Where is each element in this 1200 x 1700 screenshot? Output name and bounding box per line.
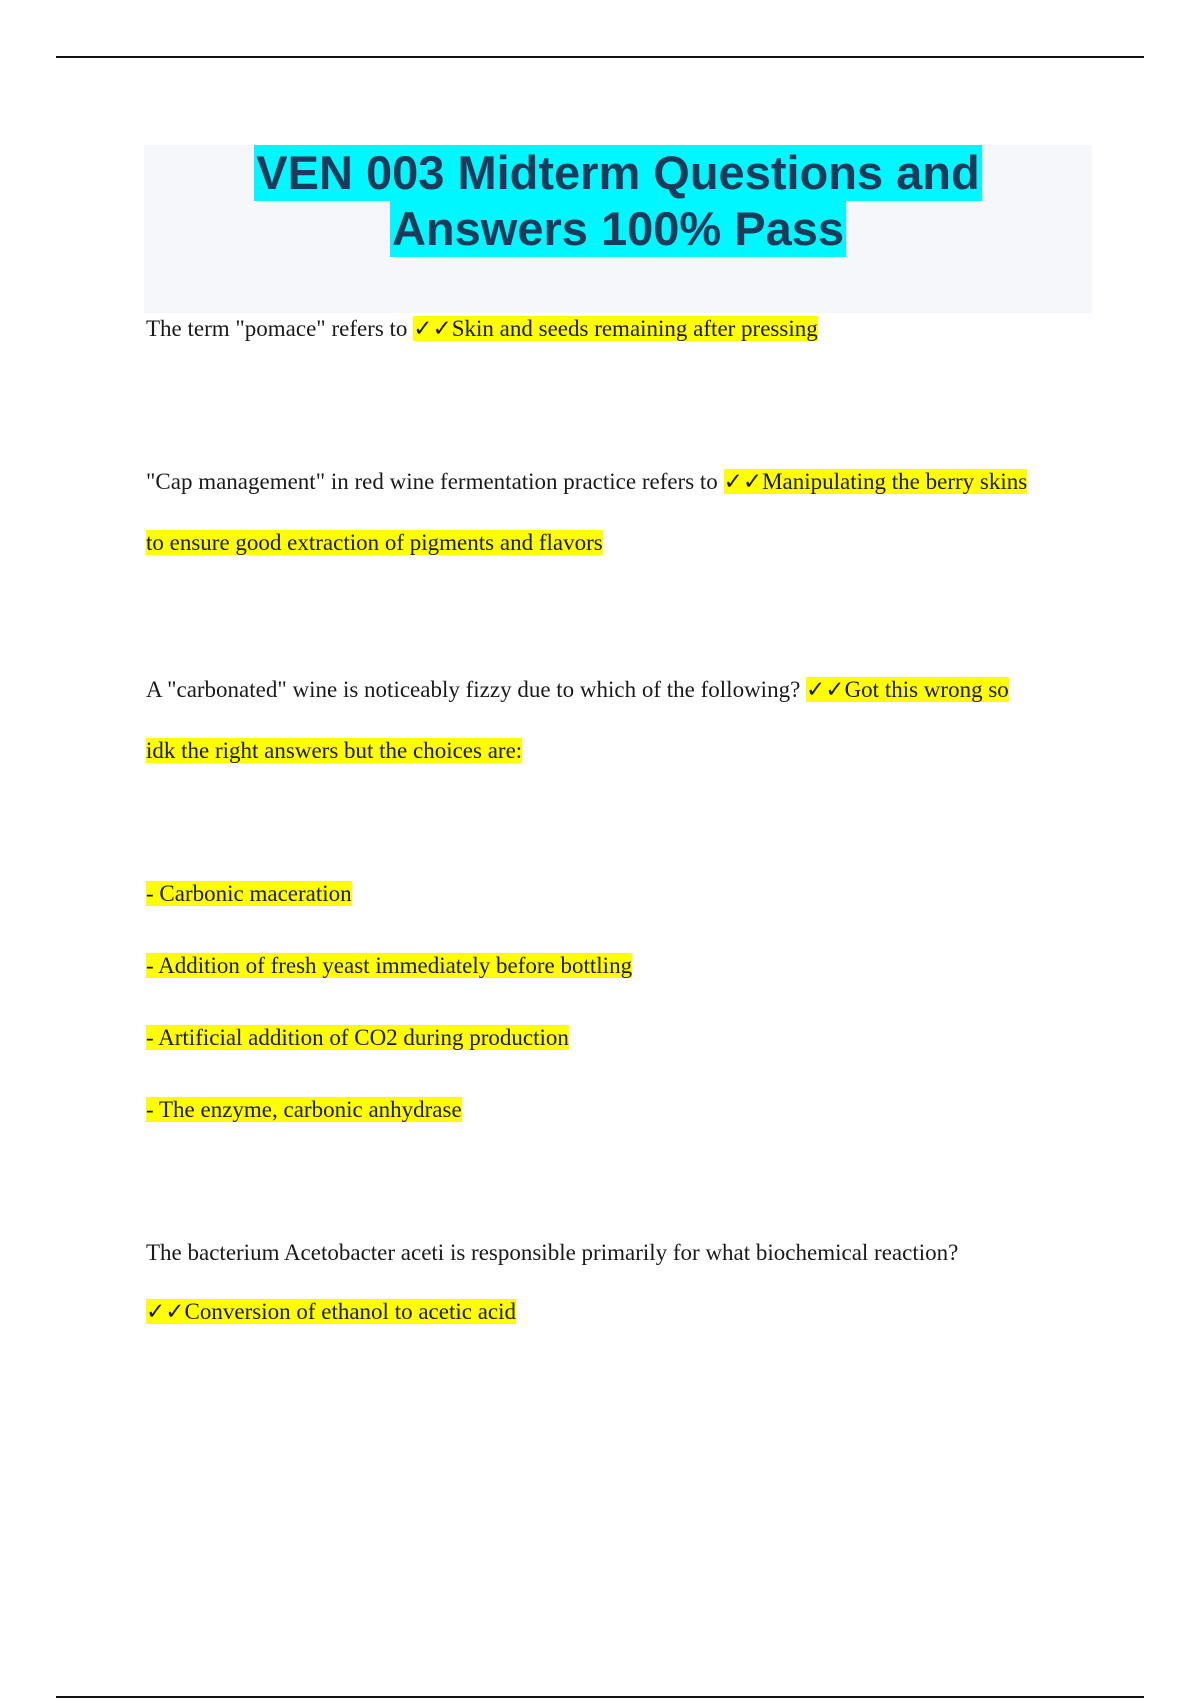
choice-item — [146, 1095, 462, 1125]
choice-3: - Artificial addition of CO2 during production — [146, 1025, 569, 1050]
answer-4: ✓✓Conversion of ethanol to acetic acid — [146, 1299, 517, 1324]
choice-item — [146, 951, 632, 981]
question-2 — [146, 467, 1027, 497]
answer-2-line-2: to ensure good extraction of pigments and flavors — [146, 530, 603, 555]
answer-4-row — [146, 1297, 516, 1327]
choice-1: - Carbonic maceration — [146, 881, 352, 906]
title-block — [144, 145, 1092, 313]
answer-2-line-1: ✓✓Manipulating the berry skins — [723, 469, 1028, 494]
answer-1: ✓✓Skin and seeds remaining after pressing — [413, 316, 818, 341]
answer-2-continuation — [146, 528, 603, 558]
question-3 — [146, 675, 1009, 705]
question-4-text: The bacterium Acetobacter aceti is responsible primarily for what biochemical reaction? — [146, 1240, 959, 1265]
header-rule — [56, 56, 1144, 58]
question-1 — [146, 314, 818, 344]
choice-item — [146, 1023, 569, 1053]
document-title-line-1: VEN 003 Midterm Questions and — [256, 146, 980, 199]
document-title-line-2: Answers 100% Pass — [391, 202, 844, 255]
choice-2: - Addition of fresh yeast immediately before bottling — [146, 953, 633, 978]
choice-item — [146, 879, 352, 909]
footer-rule — [56, 1696, 1144, 1698]
question-1-text: The term "pomace" refers to — [146, 316, 408, 341]
choice-4: - The enzyme, carbonic anhydrase — [146, 1097, 462, 1122]
question-2-text: "Cap management" in red wine fermentation practice refers to — [146, 469, 718, 494]
answer-3-line-2: idk the right answers but the choices are: — [146, 738, 523, 763]
question-3-text: A "carbonated" wine is noticeably fizzy due to which of the following? — [146, 677, 801, 702]
question-4 — [146, 1238, 958, 1268]
answer-3-continuation — [146, 736, 522, 766]
answer-3-line-1: ✓✓Got this wrong so — [806, 677, 1009, 702]
